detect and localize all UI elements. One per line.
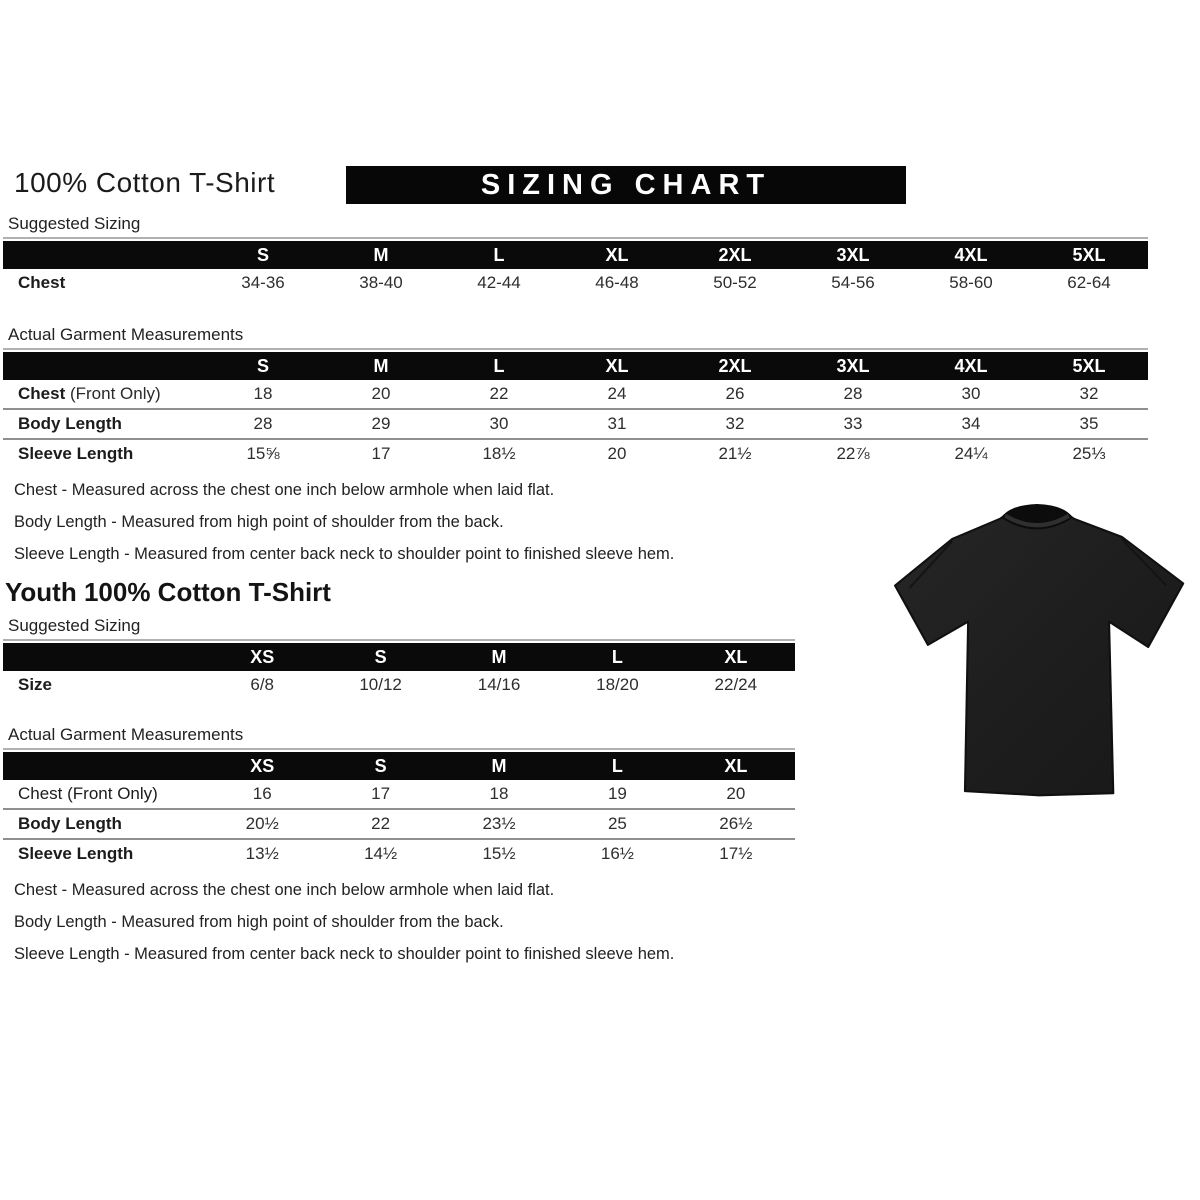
cell-chest-2xl: 26 — [725, 384, 745, 403]
youth-section-title: Youth 100% Cotton T-Shirt — [5, 577, 331, 607]
cell-body-m: 29 — [371, 414, 391, 433]
row-label: Body Length — [18, 414, 122, 433]
adult-suggested-sizing-table — [3, 237, 1148, 297]
cell-chest-m: 18 — [489, 784, 509, 803]
table-row-chest-front-only — [3, 380, 1148, 408]
cell-chest-l: 19 — [607, 784, 627, 803]
cell-size-xl: 22/24 — [714, 675, 758, 694]
col-header-xs: XS — [250, 755, 275, 776]
cell-body-3xl: 33 — [843, 414, 863, 433]
black-tshirt-image — [878, 486, 1196, 808]
col-header-5xl: 5XL — [1072, 355, 1106, 376]
cell-sleeve-m: 17 — [371, 444, 391, 463]
youth-suggested-sizing-table — [3, 639, 795, 699]
tshirt-body-shape — [895, 507, 1183, 795]
tshirt-graphic — [878, 486, 1196, 808]
cell-sleeve-xl: 20 — [607, 444, 627, 463]
youth-measurement-notes — [14, 881, 1200, 964]
cell-body-m: 23½ — [482, 814, 516, 833]
col-header-xl: XL — [724, 646, 748, 667]
cell-chest-xl: 20 — [726, 784, 746, 803]
cell-chest-2xl: 50-52 — [713, 273, 757, 292]
cell-chest-xs: 16 — [252, 784, 272, 803]
table-row-body-length — [3, 808, 795, 838]
note-body-length: Body Length - Measured from high point of shoulder from the back. — [14, 513, 504, 531]
page-title: 100% Cotton T-Shirt — [14, 167, 276, 198]
table-row-chest — [3, 269, 1148, 297]
col-header-l: L — [493, 355, 505, 376]
row-label: Size — [18, 675, 53, 694]
cell-sleeve-3xl: 22⅞ — [836, 444, 870, 463]
col-header-5xl: 5XL — [1072, 244, 1106, 265]
table-row-body-length — [3, 408, 1148, 438]
cell-body-l: 25 — [607, 814, 627, 833]
cell-chest-3xl: 28 — [843, 384, 863, 403]
col-header-l: L — [611, 646, 623, 667]
row-label: Sleeve Length — [18, 844, 134, 863]
col-header-2xl: 2XL — [718, 355, 752, 376]
col-header-m: M — [373, 244, 389, 265]
cell-body-5xl: 35 — [1079, 414, 1099, 433]
cell-sleeve-xl: 17½ — [719, 844, 753, 863]
col-header-3xl: 3XL — [836, 355, 870, 376]
cell-sleeve-5xl: 25⅓ — [1072, 444, 1106, 463]
col-header-l: L — [611, 755, 623, 776]
cell-chest-xl: 46-48 — [595, 273, 639, 292]
cell-chest-m: 38-40 — [359, 273, 403, 292]
table-row-chest-front-only — [3, 780, 795, 808]
cell-sleeve-4xl: 24¼ — [954, 444, 988, 463]
row-label: Chest (Front Only) — [18, 784, 158, 803]
note-body-length: Body Length - Measured from high point of shoulder from the back. — [14, 913, 504, 931]
col-header-s: S — [374, 755, 387, 776]
col-header-xl: XL — [605, 244, 629, 265]
youth-actual-measurements-label: Actual Garment Measurements — [8, 725, 244, 744]
row-label: Body Length — [18, 814, 122, 833]
cell-body-4xl: 34 — [961, 414, 981, 433]
cell-sleeve-m: 15½ — [482, 844, 516, 863]
col-header-m: M — [373, 355, 389, 376]
adult-suggested-sizing-label: Suggested Sizing — [8, 214, 141, 233]
col-header-3xl: 3XL — [836, 244, 870, 265]
col-header-m: M — [491, 755, 507, 776]
col-header-4xl: 4XL — [954, 355, 988, 376]
youth-suggested-header-row — [3, 643, 795, 671]
cell-size-xs: 6/8 — [250, 675, 275, 694]
table-row-sleeve-length — [3, 838, 795, 868]
cell-chest-l: 42-44 — [477, 273, 521, 292]
cell-size-s: 10/12 — [359, 675, 402, 694]
cell-chest-5xl: 32 — [1079, 384, 1099, 403]
cell-chest-m: 20 — [371, 384, 391, 403]
row-label: Chest — [18, 273, 66, 292]
cell-sleeve-2xl: 21½ — [718, 444, 752, 463]
cell-chest-s: 17 — [371, 784, 391, 803]
cell-size-l: 18/20 — [596, 675, 639, 694]
table-row-size — [3, 671, 795, 699]
cell-chest-3xl: 54-56 — [831, 273, 875, 292]
note-sleeve-length: Sleeve Length - Measured from center back neck to shoulder point to finished sleeve hem. — [14, 945, 675, 963]
col-header-xl: XL — [724, 755, 748, 776]
col-header-xl: XL — [605, 355, 629, 376]
adult-actual-header-row — [3, 352, 1148, 380]
cell-body-2xl: 32 — [725, 414, 745, 433]
col-header-4xl: 4XL — [954, 244, 988, 265]
youth-actual-measurements-table — [3, 748, 795, 868]
cell-chest-s: 18 — [253, 384, 273, 403]
cell-chest-4xl: 30 — [961, 384, 981, 403]
col-header-xs: XS — [250, 646, 275, 667]
youth-suggested-sizing-label: Suggested Sizing — [8, 616, 141, 635]
adult-actual-measurements-table — [3, 348, 1148, 468]
note-sleeve-length: Sleeve Length - Measured from center back neck to shoulder point to finished sleeve hem. — [14, 545, 675, 563]
table-row-sleeve-length — [3, 438, 1148, 468]
cell-sleeve-s: 15⅝ — [246, 444, 280, 463]
page-header — [0, 164, 1200, 206]
col-header-2xl: 2XL — [718, 244, 752, 265]
cell-sleeve-l: 16½ — [600, 844, 634, 863]
cell-body-s: 28 — [253, 414, 273, 433]
cell-sleeve-xs: 13½ — [245, 844, 279, 863]
col-header-m: M — [491, 646, 507, 667]
cell-body-xs: 20½ — [245, 814, 279, 833]
cell-chest-xl: 24 — [607, 384, 627, 403]
cell-body-l: 30 — [489, 414, 509, 433]
sizing-chart-banner: SIZING CHART — [346, 166, 906, 204]
youth-actual-header-row — [3, 752, 795, 780]
adult-suggested-header-row — [3, 241, 1148, 269]
col-header-s: S — [256, 244, 269, 265]
note-chest: Chest - Measured across the chest one inch below armhole when laid flat. — [14, 881, 555, 899]
row-label: Chest (Front Only) — [18, 384, 161, 403]
cell-sleeve-s: 14½ — [364, 844, 398, 863]
cell-sleeve-l: 18½ — [482, 444, 516, 463]
cell-chest-s: 34-36 — [241, 273, 285, 292]
cell-body-s: 22 — [371, 814, 391, 833]
note-chest: Chest - Measured across the chest one inch below armhole when laid flat. — [14, 481, 555, 499]
cell-chest-4xl: 58-60 — [949, 273, 993, 292]
cell-chest-l: 22 — [489, 384, 509, 403]
col-header-s: S — [256, 355, 269, 376]
col-header-s: S — [374, 646, 387, 667]
cell-size-m: 14/16 — [477, 675, 521, 694]
col-header-l: L — [493, 244, 505, 265]
cell-body-xl: 26½ — [719, 814, 753, 833]
adult-actual-measurements-label: Actual Garment Measurements — [8, 325, 244, 344]
cell-chest-5xl: 62-64 — [1067, 273, 1111, 292]
cell-body-xl: 31 — [607, 414, 627, 433]
row-label: Sleeve Length — [18, 444, 134, 463]
